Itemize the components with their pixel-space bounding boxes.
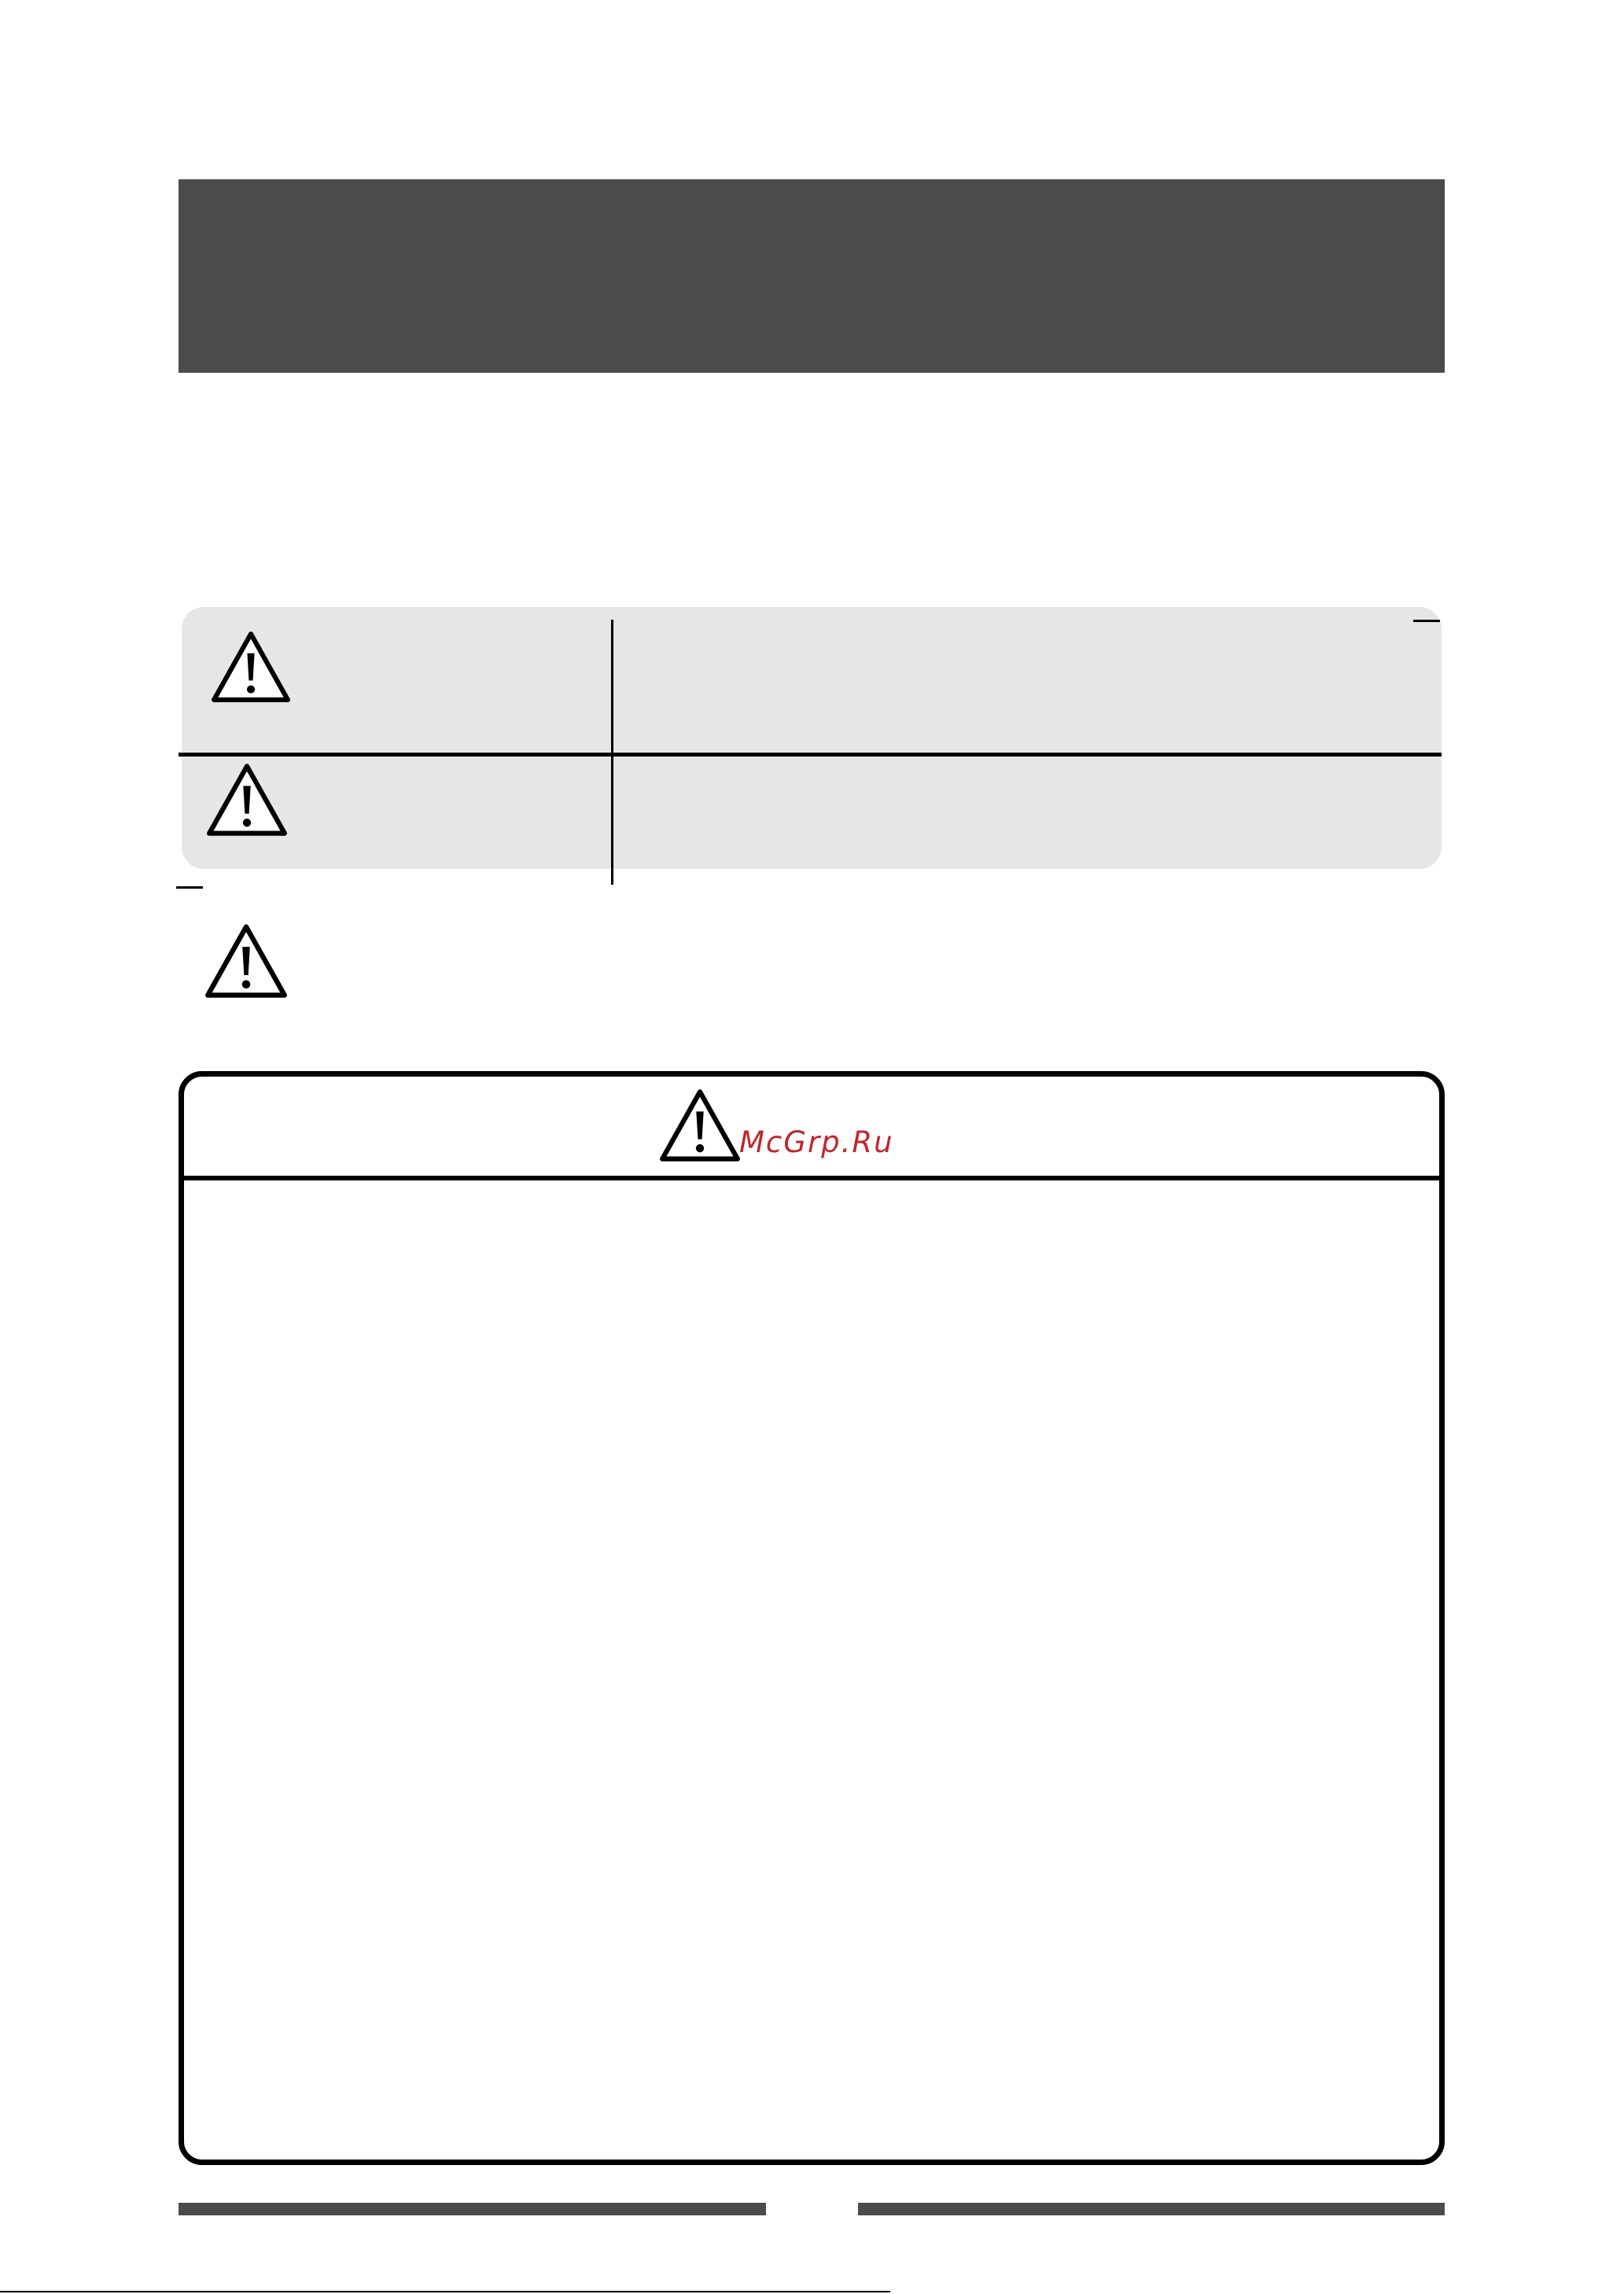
watermark-text: McGrp.Ru xyxy=(739,1125,894,1159)
safety-precautions-box xyxy=(179,1071,1445,2165)
page-bottom-rule xyxy=(0,2291,890,2292)
signal-word-table xyxy=(182,607,1442,869)
header-banner xyxy=(179,179,1445,373)
table-column-divider xyxy=(611,620,613,885)
footer-bar xyxy=(858,2203,1445,2215)
warning-triangle-icon xyxy=(206,763,288,837)
warning-triangle-icon xyxy=(204,923,288,999)
box-header-divider xyxy=(182,1176,1442,1180)
warning-triangle-icon xyxy=(211,631,291,703)
footer-bar xyxy=(179,2203,766,2215)
table-row-divider xyxy=(179,753,1442,757)
corner-mark xyxy=(1413,620,1440,622)
warning-triangle-icon xyxy=(659,1088,741,1162)
corner-mark xyxy=(176,886,203,889)
